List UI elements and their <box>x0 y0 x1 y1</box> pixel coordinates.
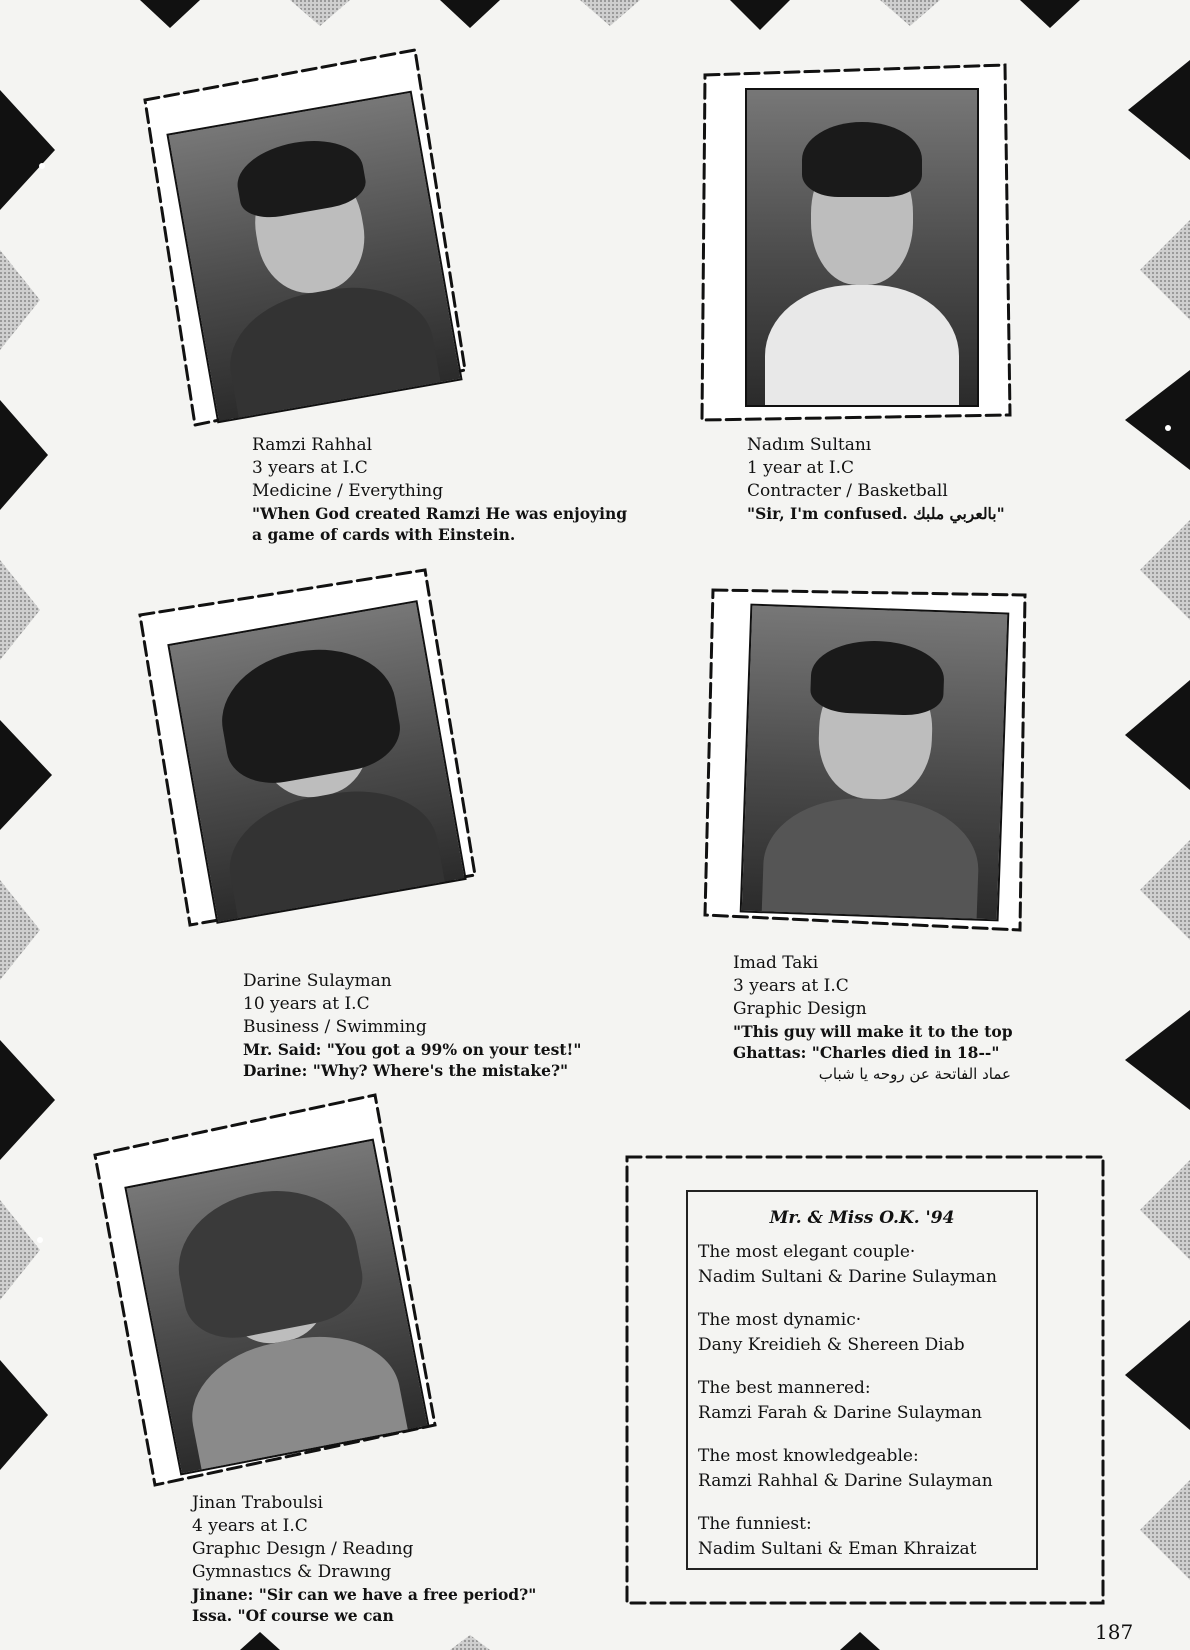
student-quote: Ghattas: "Charles died in 18--" <box>733 1043 1000 1062</box>
student-interests: Medicine / Everything <box>252 481 444 501</box>
student-caption <box>733 952 1013 1086</box>
student-photo <box>167 600 466 924</box>
student-quote: Issa. "Of course we can <box>192 1606 394 1625</box>
student-name: Jinan Traboulsi <box>192 1493 323 1513</box>
award-category: The most dynamic· <box>698 1310 862 1330</box>
student-caption <box>192 1492 536 1626</box>
student-caption <box>252 434 627 545</box>
student-photo <box>166 91 462 424</box>
student-quote: a game of cards with Einstein. <box>252 525 516 544</box>
student-years: 3 years at I.C <box>252 458 368 478</box>
student-arabic-quote: عماد الفاتحة عن روحه يا شباب <box>818 1065 1011 1083</box>
student-interests: Contracter / Basketball <box>747 481 948 501</box>
award-category: The most knowledgeable: <box>698 1446 919 1466</box>
award-item <box>698 1444 1026 1494</box>
award-category: The funniest: <box>698 1514 812 1534</box>
award-item <box>698 1512 1026 1562</box>
student-caption <box>747 434 1005 524</box>
student-years: 4 years at I.C <box>192 1516 308 1536</box>
student-years: 1 year at I.C <box>747 458 855 478</box>
student-interests: Graphic Design <box>733 999 867 1019</box>
student-years: 10 years at I.C <box>243 994 370 1014</box>
student-years: 3 years at I.C <box>733 976 849 996</box>
student-interests: Graphıc Desıgn / Readıng <box>192 1539 414 1559</box>
award-winners: Nadim Sultani & Darine Sulayman <box>698 1267 997 1287</box>
award-category: The best mannered: <box>698 1378 871 1398</box>
student-name: Ramzi Rahhal <box>252 435 373 455</box>
student-name: Darine Sulayman <box>243 971 392 991</box>
award-category: The most elegant couple· <box>698 1242 916 1262</box>
student-quote: Mr. Said: "You got a 99% on your test!" <box>243 1040 582 1059</box>
student-name: Nadım Sultanı <box>747 435 872 455</box>
award-item <box>698 1240 1026 1290</box>
student-interests: Business / Swimming <box>243 1017 427 1037</box>
student-quote: Darine: "Why? Where's the mistake?" <box>243 1061 569 1080</box>
awards-title: Mr. & Miss O.K. '94 <box>769 1208 955 1228</box>
student-name: Imad Taki <box>733 953 819 973</box>
student-photo <box>745 88 979 407</box>
student-quote: "When God created Ramzi He was enjoying <box>252 504 628 523</box>
award-winners: Dany Kreidieh & Shereen Diab <box>698 1335 965 1355</box>
student-quote: "Sir, I'm confused. بالعربي ملبك" <box>747 504 1005 523</box>
awards-box <box>686 1190 1038 1570</box>
award-winners: Ramzi Rahhal & Darine Sulayman <box>698 1471 993 1491</box>
award-item <box>698 1376 1026 1426</box>
student-photo <box>740 604 1010 922</box>
student-quote: "This guy will make it to the top <box>733 1022 1013 1041</box>
student-quote: Jinane: "Sir can we have a free period?" <box>192 1585 537 1604</box>
award-winners: Nadim Sultani & Eman Khraizat <box>698 1539 977 1559</box>
award-item <box>698 1308 1026 1358</box>
award-winners: Ramzi Farah & Darine Sulayman <box>698 1403 982 1423</box>
page-number: 187 <box>1095 1620 1134 1644</box>
student-interests: Gymnastıcs & Drawıng <box>192 1562 392 1582</box>
student-caption <box>243 970 581 1081</box>
